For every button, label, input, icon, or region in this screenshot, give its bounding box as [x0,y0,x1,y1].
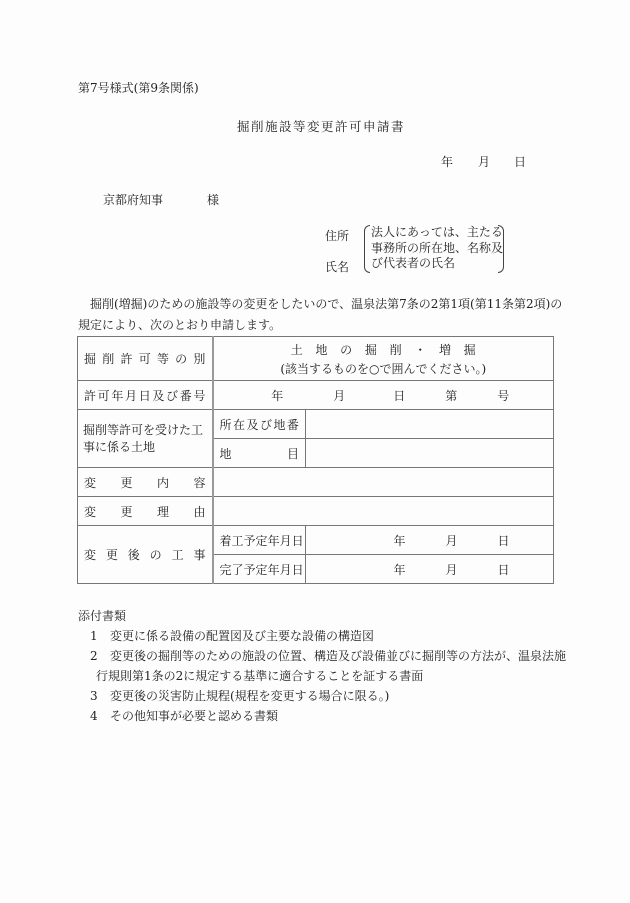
label-char: 更 [120,475,133,490]
table-row-start-date [78,526,554,555]
label-char: 掘 [463,342,476,357]
attachment-text: 変更に係る設備の配置図及び主要な設備の構造図 [110,629,375,643]
label-char: 工 [171,548,184,562]
spaced-label [291,341,476,358]
label-char: び [259,417,272,432]
label-char: 了 [231,562,244,577]
unit: 年 [393,533,406,548]
label-permit-type [78,337,213,381]
label-char: 削 [389,342,402,357]
unit: 第 [445,388,458,403]
spaced-label [84,387,206,404]
note-line: 事務所の所在地、名称及 [371,240,504,255]
label-char: び [166,388,179,403]
attachment-text: 変更後の災害防止規程(規程を変更する場合に限る。) [110,689,390,703]
attachment-item [78,646,566,666]
attachment-item [78,706,566,726]
attachment-text: 変更後の掘削等のための施設の位置、構造及び設備並びに掘削等の方法が、温泉法施 [110,649,567,663]
label-char: 日 [291,562,304,577]
label-char: 定 [255,562,268,577]
honorific: 様 [207,193,220,207]
date-year-label: 年 [441,155,454,169]
label-char: の [175,352,188,366]
note-line: び代表者の氏名 [371,256,456,270]
label-char: 理 [156,504,169,519]
label-land-line: 事に係る土地 [83,439,156,454]
unit: 月 [333,388,346,403]
table-row-land-location [78,410,554,439]
spaced-label [220,445,300,462]
label-char: 土 [290,342,303,357]
label-land [78,410,213,468]
right-bracket [498,225,504,273]
change-reason-field[interactable] [213,497,554,526]
table-row-permit-type [78,337,554,381]
label-char: 号 [193,388,206,403]
unit: 年 [393,562,406,577]
date-month-label: 月 [478,155,491,169]
label-char: 及 [152,388,165,403]
attachment-number: 4 [90,709,98,723]
label-char: 変 [84,504,97,519]
label-char: 完 [219,562,232,577]
label-char: 可 [138,352,151,366]
intro-paragraph [78,294,563,336]
label-char: 可 [97,388,110,403]
attachment-text-continued: 行規則第1条の2に規定する基準に適合することを証する書面 [96,669,424,683]
application-table [77,336,554,584]
label-char: 年 [267,533,280,548]
start-date-field[interactable] [306,526,554,555]
label-completion-date [213,555,306,584]
label-char: 容 [193,475,206,490]
location-field[interactable] [306,410,554,439]
label-char: 番 [179,388,192,403]
label-char: 由 [193,504,206,519]
label-char: 所 [219,417,232,432]
label-change-reason [78,497,213,526]
unit: 月 [445,562,458,577]
attachment-number: 3 [90,689,98,703]
label-char: 及 [246,417,259,432]
permit-type-instruction: (該当するものを○で囲んでください。) [280,361,487,376]
address-label: 住所 [325,229,350,243]
spaced-label [219,561,304,578]
label-char: 許 [120,352,133,366]
label-char: の [149,548,162,562]
spaced-label [84,474,206,491]
label-char: 目 [286,446,299,461]
label-char: 予 [243,562,256,577]
label-char: 定 [255,533,268,548]
label-char: 内 [156,475,169,490]
note-line: 法人にあっては、主たる [371,225,503,239]
label-change-content [78,468,213,497]
table-row-permit-date [78,381,554,410]
spaced-label [220,416,300,433]
label-start-date [213,526,306,555]
unit: 日 [497,562,510,577]
label-permit-date [78,381,213,410]
permit-date-field[interactable] [213,381,554,410]
label-char: の [340,342,353,357]
label-char: 予 [243,533,256,548]
label-char: 更 [120,504,133,519]
date-day-label: 日 [514,155,527,169]
label-work-after-change [78,526,213,584]
corporate-note [364,225,504,271]
label-char: 月 [125,388,138,403]
attachment-item [78,626,566,646]
label-char: 削 [102,352,115,366]
left-bracket [364,225,370,273]
unit: 年 [271,388,284,403]
label-char: 月 [279,533,292,548]
label-char: 許 [84,388,97,403]
label-land-line: 掘削等許可を受けた工 [83,422,204,437]
label-char: 掘 [84,352,97,366]
attachment-number: 2 [90,649,98,663]
label-char: 工 [231,533,244,548]
label-char: 日 [138,388,151,403]
label-char: 更 [105,548,118,562]
document-title: 掘削施設等変更許可申請書 [237,119,406,134]
table-row-change-reason [78,497,554,526]
label-char: 在 [232,417,245,432]
label-char: 地 [315,342,328,357]
change-content-field[interactable] [213,468,554,497]
attachments-section [78,606,566,726]
label-char: 月 [279,562,292,577]
label-char: 着 [219,533,232,548]
land-category-field[interactable] [306,439,554,468]
spaced-label [84,503,206,520]
label-char: 変 [84,548,97,562]
completion-date-field[interactable] [306,555,554,584]
label-land-category [213,439,306,468]
label-char: 年 [111,388,124,403]
permit-date-units [220,387,548,404]
label-char: ・ [414,342,427,357]
unit: 日 [393,388,406,403]
label-char: 年 [267,562,280,577]
attachment-item [78,686,566,706]
label-char: 等 [156,352,169,366]
attachments-heading: 添付書類 [78,609,127,623]
attachment-text: その他知事が必要と認める書類 [110,709,279,723]
label-char: 掘 [364,342,377,357]
form-number: 第7号様式(第9条関係) [78,81,199,95]
label-char: 変 [84,475,97,490]
unit: 月 [445,533,458,548]
label-char: 事 [193,548,206,562]
label-char: 増 [438,342,451,357]
label-char: 地 [273,417,286,432]
intro-line: 規定により、次のとおり申請します。 [78,318,282,332]
permit-type-options[interactable] [213,337,554,381]
label-char: 番 [286,417,299,432]
unit: 号 [497,388,510,403]
table-row-change-content [78,468,554,497]
label-char: 後 [127,548,140,562]
label-location [213,410,306,439]
spaced-label [219,532,304,549]
spaced-label [84,350,206,367]
label-char: 地 [219,446,232,461]
attachment-number: 1 [90,629,98,643]
name-label: 氏名 [325,260,350,274]
unit: 日 [497,533,510,548]
intro-line: 掘削(増掘)のための施設等の変更をしたいので、温泉法第7条の2第1項(第11条第2項)の [90,297,563,311]
spaced-label [84,546,206,563]
label-char: 日 [291,533,304,548]
label-char: 別 [193,352,206,366]
addressee: 京都府知事 [103,193,164,207]
